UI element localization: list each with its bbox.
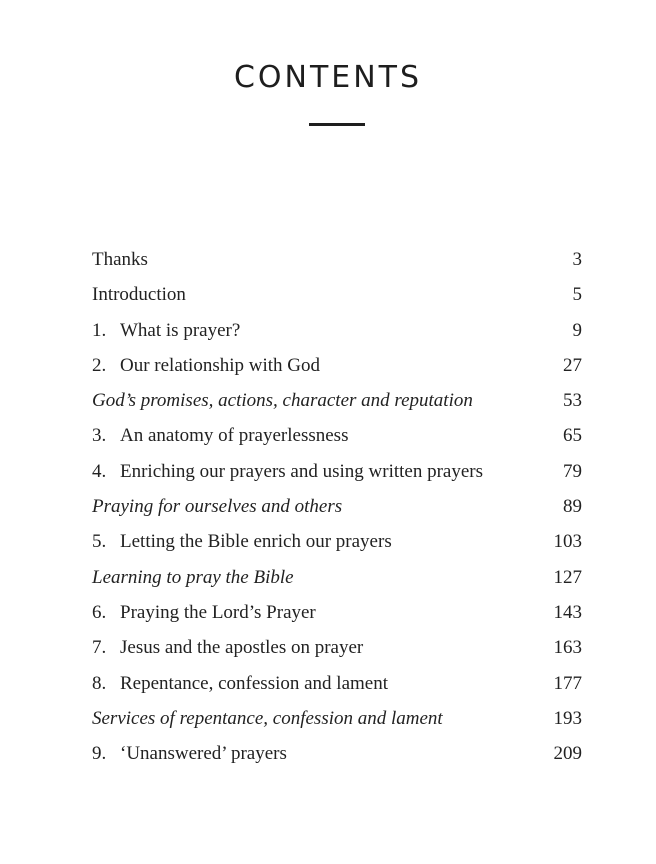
- toc-entry[interactable]: [92, 242, 582, 277]
- toc-entry-label: [92, 736, 287, 771]
- page-number: 65: [563, 425, 582, 447]
- toc-entry-label: [92, 595, 316, 630]
- chapter-number: 6.: [92, 601, 107, 623]
- entry-title: Introduction: [92, 284, 186, 306]
- toc-entry-label: [92, 313, 240, 348]
- toc-entry[interactable]: [92, 489, 582, 524]
- page-number: 3: [572, 249, 582, 270]
- toc-entry-label: [92, 666, 388, 701]
- toc-entry-label: [92, 524, 392, 559]
- toc-entry[interactable]: [92, 701, 582, 736]
- entry-title: Praying the Lord’s Prayer: [120, 601, 316, 623]
- chapter-number: 2.: [92, 354, 107, 376]
- toc-entry[interactable]: [92, 524, 582, 559]
- page-number: 53: [563, 390, 582, 412]
- title-divider: [309, 123, 365, 126]
- entry-title: Letting the Bible enrich our prayers: [120, 531, 392, 553]
- page-number: 193: [553, 707, 582, 729]
- table-of-contents: [92, 242, 582, 771]
- entry-title: What is prayer?: [120, 319, 241, 341]
- toc-entry-label: [92, 701, 443, 736]
- toc-entry[interactable]: [92, 560, 582, 595]
- toc-entry[interactable]: [92, 313, 582, 348]
- entry-title: Enriching our prayers and using written prayers: [120, 460, 484, 482]
- toc-entry-label: [92, 454, 483, 489]
- toc-entry[interactable]: [92, 418, 582, 453]
- toc-entry[interactable]: [92, 595, 582, 630]
- page-number: 5: [572, 284, 582, 306]
- toc-entry[interactable]: [92, 383, 582, 418]
- toc-entry-label: [92, 489, 342, 524]
- page-number: 27: [563, 354, 582, 376]
- chapter-number: 5.: [92, 531, 107, 553]
- toc-entry-label: [92, 277, 186, 312]
- toc-entry-label: [92, 418, 348, 453]
- page-number: 103: [553, 531, 582, 553]
- page-number: 177: [553, 672, 582, 694]
- page-number: 127: [553, 566, 582, 588]
- page-number: 9: [572, 319, 582, 341]
- entry-title: Thanks: [92, 249, 148, 270]
- chapter-number: 3.: [92, 425, 107, 447]
- toc-entry-label: [92, 560, 294, 595]
- entry-title: God’s promises, actions, character and reputation: [92, 390, 473, 412]
- chapter-number: 7.: [92, 637, 107, 659]
- entry-title: Our relationship with God: [120, 354, 321, 376]
- chapter-number: 4.: [92, 460, 107, 482]
- toc-entry[interactable]: [92, 666, 582, 701]
- entry-title: ‘Unanswered’ prayers: [120, 743, 287, 765]
- page-number: 163: [553, 637, 582, 659]
- entry-title: An anatomy of prayerlessness: [120, 425, 349, 447]
- toc-entry[interactable]: [92, 736, 582, 771]
- toc-entry[interactable]: [92, 630, 582, 665]
- page-number: 89: [563, 496, 582, 518]
- toc-entry[interactable]: [92, 454, 582, 489]
- entry-title: Services of repentance, confession and lament: [92, 707, 443, 729]
- toc-entry[interactable]: [92, 277, 582, 312]
- page-title: CONTENTS: [233, 60, 423, 95]
- entry-title: Repentance, confession and lament: [120, 672, 389, 694]
- toc-entry[interactable]: [92, 348, 582, 383]
- toc-entry-label: [92, 383, 473, 418]
- chapter-number: 1.: [92, 319, 107, 341]
- toc-entry-label: [92, 348, 320, 383]
- page-number: 79: [563, 460, 582, 482]
- entry-title: Jesus and the apostles on prayer: [120, 637, 364, 659]
- entry-title: Learning to pray the Bible: [92, 566, 294, 588]
- page-number: 143: [553, 601, 582, 623]
- chapter-number: 9.: [92, 743, 107, 765]
- page-number: 209: [553, 743, 582, 765]
- toc-entry-label: [92, 242, 148, 277]
- toc-entry-label: [92, 630, 363, 665]
- entry-title: Praying for ourselves and others: [92, 496, 343, 518]
- chapter-number: 8.: [92, 672, 107, 694]
